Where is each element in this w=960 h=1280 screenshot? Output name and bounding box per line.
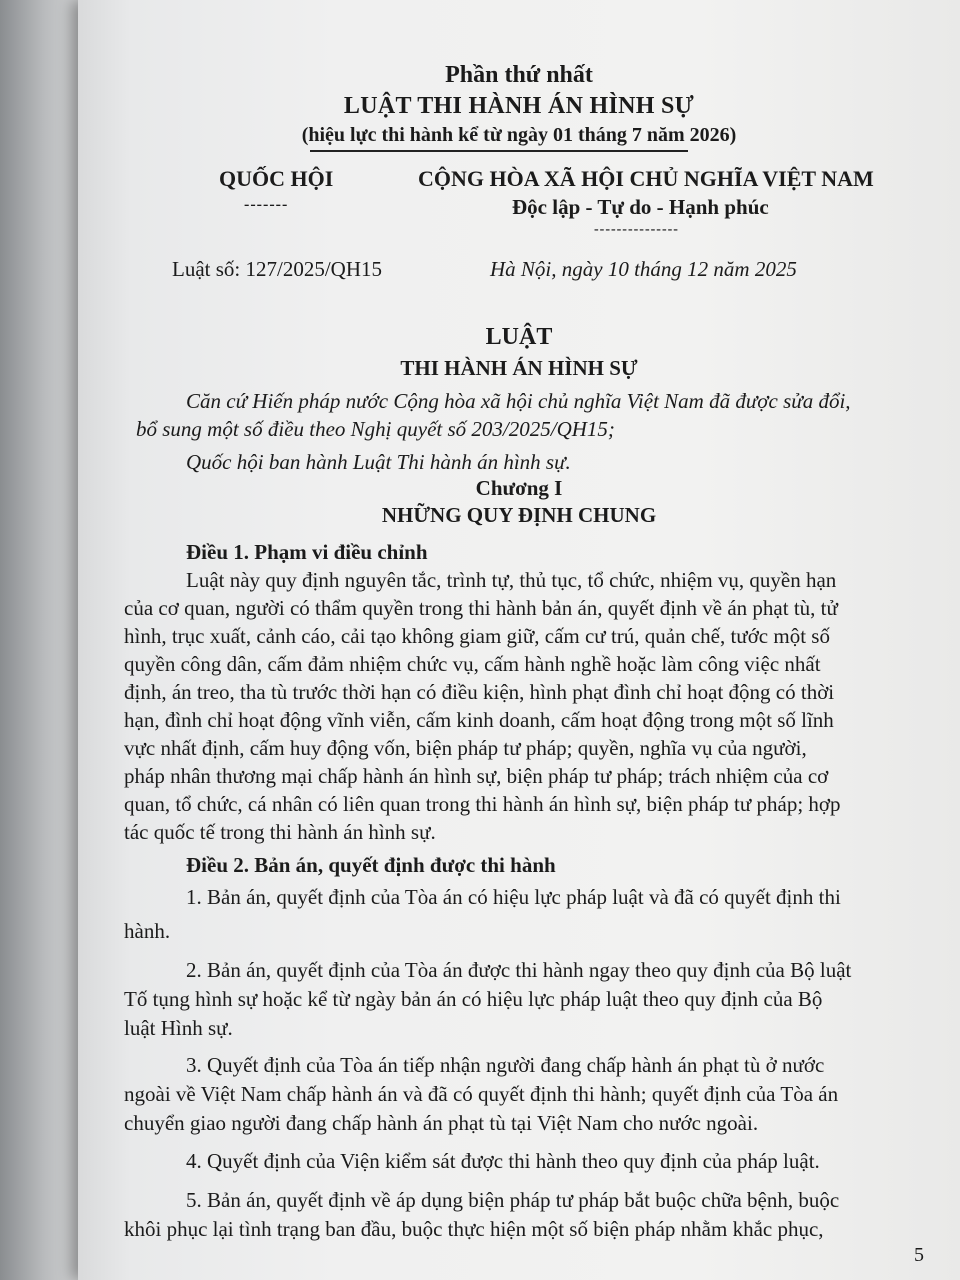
article-2-line: chuyển giao người đang chấp hành án phạt tù tại Việt Nam cho nước ngoài. <box>124 1111 759 1135</box>
article-2-line: 4. Quyết định của Viện kiểm sát được thi hành theo quy định của pháp luật. <box>186 1149 820 1173</box>
part-heading: Phần thứ nhất <box>445 62 593 88</box>
article-1-line: Luật này quy định nguyên tắc, trình tự, thủ tục, tổ chức, nhiệm vụ, quyền hạn <box>186 568 837 592</box>
document-type: LUẬT <box>485 324 553 350</box>
effective-date-note: (hiệu lực thi hành kể từ ngày 01 tháng 7 năm 2026) <box>301 124 737 146</box>
preamble-line-1: Căn cứ Hiến pháp nước Cộng hòa xã hội chủ nghĩa Việt Nam đã được sửa đổi, <box>186 389 851 413</box>
page-content <box>78 0 960 1280</box>
article-1-line: quan, tổ chức, cá nhân có liên quan trong thi hành án hình sự, biện pháp tư pháp; hợp <box>124 792 841 816</box>
preamble-line-2: bổ sung một số điều theo Nghị quyết số 203/2025/QH15; <box>136 417 615 441</box>
article-1-line: pháp nhân thương mại chấp hành án hình sự, biện pháp tư pháp; trách nhiệm của cơ <box>124 764 829 788</box>
article-1-heading: Điều 1. Phạm vi điều chỉnh <box>186 540 428 564</box>
article-1-line: của cơ quan, người có thẩm quyền trong thi hành bản án, quyết định về án phạt tù, tử <box>124 596 838 620</box>
issuer-separator: ------- <box>244 196 289 213</box>
article-1-line: hình, trục xuất, cảnh cáo, cải tạo không giam giữ, cấm cư trú, quản chế, tước một số <box>124 624 830 648</box>
state-name: CỘNG HÒA XÃ HỘI CHỦ NGHĨA VIỆT NAM <box>418 166 874 191</box>
law-title-heading: LUẬT THI HÀNH ÁN HÌNH SỰ <box>343 93 695 119</box>
article-2-line: ngoài về Việt Nam chấp hành án và đã có quyết định thi hành; quyết định của Tòa án <box>124 1082 839 1106</box>
chapter-title: NHỮNG QUY ĐỊNH CHUNG <box>381 503 657 527</box>
article-2-line: hành. <box>124 919 171 943</box>
article-1-line: quyền công dân, cấm đảm nhiệm chức vụ, cấm hành nghề hoặc làm công việc nhất <box>124 652 821 676</box>
article-2-line: 5. Bản án, quyết định về áp dụng biện pháp tư pháp bắt buộc chữa bệnh, buộc <box>186 1188 840 1212</box>
article-2-heading: Điều 2. Bản án, quyết định được thi hành <box>186 853 556 877</box>
law-number: Luật số: 127/2025/QH15 <box>172 257 382 281</box>
motto-separator: --------------- <box>594 222 679 237</box>
national-motto: Độc lập - Tự do - Hạnh phúc <box>512 195 769 219</box>
article-1-line: vực nhất định, cấm huy động vốn, biện pháp tư pháp; quyền, nghĩa vụ của người, <box>124 736 807 760</box>
article-2-line: 1. Bản án, quyết định của Tòa án có hiệu lực pháp luật và đã có quyết định thi <box>186 885 841 909</box>
preamble-line-3: Quốc hội ban hành Luật Thi hành án hình sự. <box>186 450 571 474</box>
article-2-line: khôi phục lại tình trạng ban đầu, buộc thực hiện một số biện pháp nhằm khắc phục, <box>124 1217 824 1241</box>
place-date: Hà Nội, ngày 10 tháng 12 năm 2025 <box>490 257 797 281</box>
book-page <box>78 0 960 1280</box>
article-2-line: 2. Bản án, quyết định của Tòa án được thi hành ngay theo quy định của Bộ luật <box>186 958 852 982</box>
article-2-line: luật Hình sự. <box>124 1016 233 1040</box>
document-name: THI HÀNH ÁN HÌNH SỰ <box>400 356 638 380</box>
article-1-line: hạn, đình chỉ hoạt động vĩnh viễn, cấm kinh doanh, cấm hoạt động trong một số lĩnh <box>124 708 834 732</box>
article-1-line: tác quốc tế trong thi hành án hình sự. <box>124 820 436 844</box>
effective-underline <box>310 150 688 152</box>
article-2-line: Tố tụng hình sự hoặc kể từ ngày bản án có hiệu lực pháp luật theo quy định của Bộ <box>124 987 823 1011</box>
chapter-label: Chương I <box>475 476 563 500</box>
page-number: 5 <box>914 1244 924 1266</box>
article-1-line: định, án treo, tha tù trước thời hạn có điều kiện, hình phạt đình chỉ hoạt động có thời <box>124 680 835 704</box>
issuer-name: QUỐC HỘI <box>219 166 334 191</box>
article-2-line: 3. Quyết định của Tòa án tiếp nhận người đang chấp hành án phạt tù ở nước <box>186 1053 825 1077</box>
